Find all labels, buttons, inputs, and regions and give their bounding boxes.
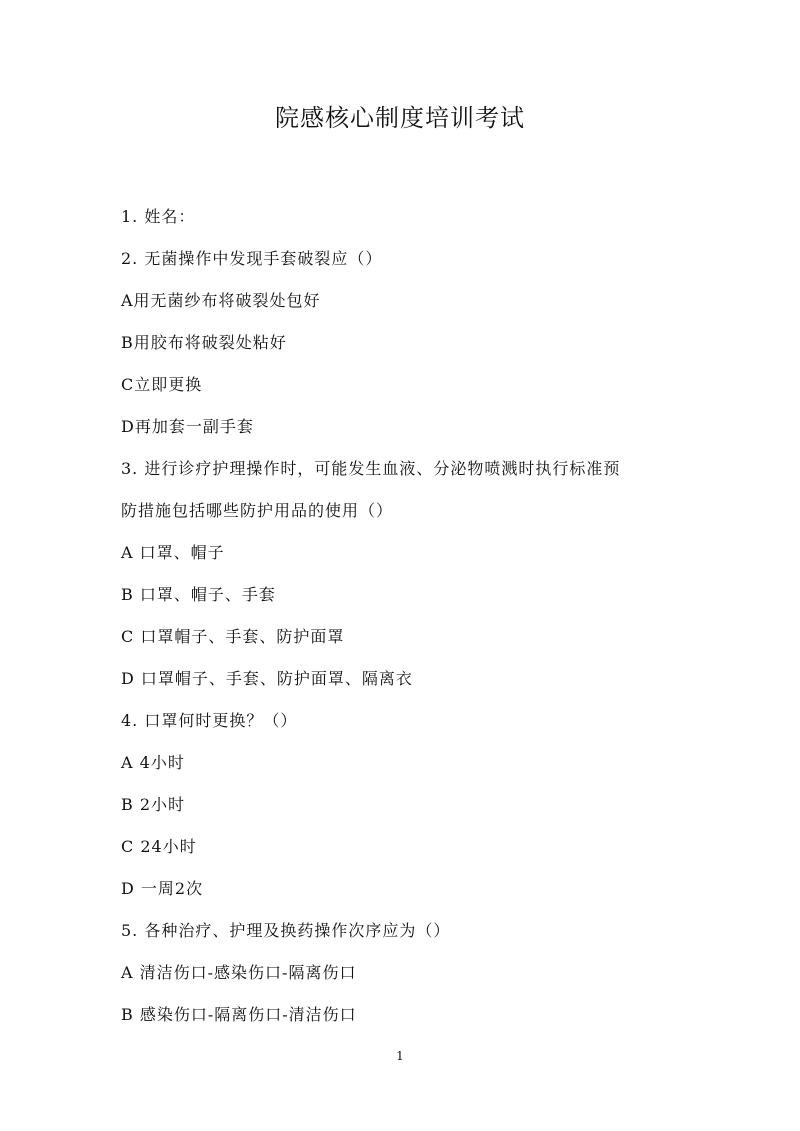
field-name: 1. 姓名： [121, 207, 196, 226]
question-2: 2. 无菌操作中发现手套破裂应（） [121, 249, 383, 268]
q2-option-d: D再加套一副手套 [121, 417, 254, 436]
question-4: 4. 口罩何时更换？（） [121, 711, 298, 730]
question-3-continued: 防措施包括哪些防护用品的使用（） [121, 501, 394, 520]
q3-option-b: B 口罩、帽子、手套 [121, 585, 276, 604]
exam-content [121, 196, 701, 1036]
q5-option-a: A 清洁伤口-感染伤口-隔离伤口 [121, 963, 357, 982]
q4-option-a: A 4小时 [121, 753, 185, 772]
q4-option-b: B 2小时 [121, 795, 186, 814]
q3-option-c: C 口罩帽子、手套、防护面罩 [121, 627, 345, 646]
question-3: 3. 进行诊疗护理操作时，可能发生血液、分泌物喷溅时执行标准预 [121, 459, 621, 478]
q5-option-b: B 感染伤口-隔离伤口-清洁伤口 [121, 1005, 357, 1024]
q3-option-a: A 口罩、帽子 [121, 543, 225, 562]
q4-option-d: D 一周2次 [121, 879, 204, 898]
page-title: 院感核心制度培训考试 [275, 104, 525, 132]
q2-option-b: B用胶布将破裂处粘好 [121, 333, 287, 352]
q2-option-a: A用无菌纱布将破裂处包好 [121, 291, 321, 310]
q3-option-d: D 口罩帽子、手套、防护面罩、隔离衣 [121, 669, 413, 688]
q4-option-c: C 24小时 [121, 837, 197, 856]
q2-option-c: C立即更换 [121, 375, 203, 394]
question-5: 5. 各种治疗、护理及换药操作次序应为（） [121, 921, 451, 940]
page-number: 1 [396, 1049, 404, 1063]
